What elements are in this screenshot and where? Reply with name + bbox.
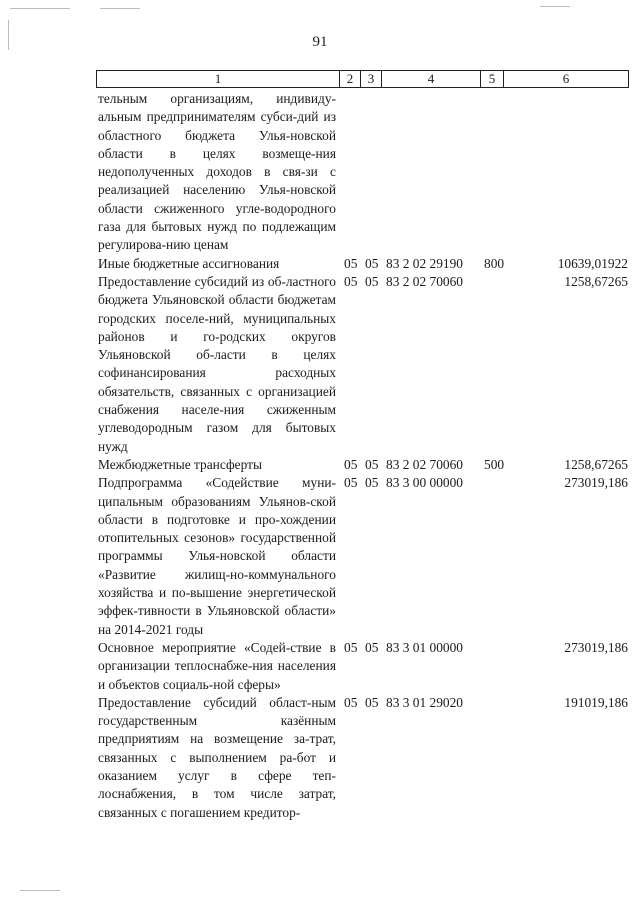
table-header — [96, 70, 629, 88]
row-amount: 1258,67265 — [564, 273, 628, 289]
scan-artifact — [100, 8, 140, 9]
row-section-code: 05 — [344, 255, 358, 271]
header-col-1: 1 — [97, 71, 340, 87]
row-amount: 1258,67265 — [564, 456, 628, 472]
row-expense-type: 500 — [484, 456, 505, 472]
table-row — [0, 474, 640, 639]
budget-table-body — [0, 90, 640, 822]
row-description: Иные бюджетные ассигнования — [98, 255, 280, 271]
row-target-code: 83 3 01 29020 — [386, 694, 463, 710]
row-target-code: 83 3 01 00000 — [386, 639, 463, 655]
row-amount: 273019,186 — [564, 475, 628, 491]
row-section-code: 05 — [344, 639, 358, 655]
table-row — [0, 273, 640, 456]
row-subsection-code: 05 — [365, 639, 379, 655]
scan-artifact — [540, 6, 570, 7]
row-description: тельным организациям, индивиду-альным предпринимателям субси-дий из областного бюджета Улья-новской области в целях возмеще-ния недополученных доходов в свя-зи с реализацией населению Улья-новской области сжиженного угле-водородного газа для бытовых нужд по подлежащим регулирова-нию ценам — [98, 91, 336, 253]
row-section-code: 05 — [344, 694, 358, 710]
row-description: Межбюджетные трансферты — [98, 456, 262, 472]
row-section-code: 05 — [344, 475, 358, 491]
table-row — [0, 694, 640, 822]
header-col-2: 2 — [340, 71, 361, 87]
row-section-code: 05 — [344, 456, 358, 472]
scan-artifact — [10, 8, 70, 9]
header-col-6: 6 — [562, 71, 570, 86]
row-subsection-code: 05 — [365, 694, 379, 710]
row-subsection-code: 05 — [365, 456, 379, 472]
scan-artifact — [8, 20, 9, 50]
row-amount: 191019,186 — [564, 694, 628, 710]
page-number: 91 — [312, 34, 328, 50]
row-amount: 10639,01922 — [557, 255, 628, 271]
row-target-code: 83 2 02 70060 — [386, 456, 463, 472]
row-description: Предоставление субсидий област-ным государственным казённым предприятиям на возмещение за-трат, связанных с выполнением ра-бот и оказанием услуг в сфере теп-лоснабжения, в том числе затрат, связанных с погашением кредитор- — [98, 694, 336, 820]
header-col-5: 5 — [481, 71, 504, 87]
table-row — [0, 456, 640, 474]
header-col-4: 4 — [382, 71, 481, 87]
row-description: Основное мероприятие «Содей-ствие в организации теплоснабже-ния населения и объектов социаль-ной сферы» — [98, 639, 336, 692]
row-subsection-code: 05 — [365, 273, 379, 289]
row-target-code: 83 3 00 00000 — [386, 475, 463, 491]
table-row — [0, 255, 640, 273]
row-subsection-code: 05 — [365, 475, 379, 491]
table-row — [0, 639, 640, 694]
table-row — [0, 90, 640, 255]
row-subsection-code: 05 — [365, 255, 379, 271]
header-col-3: 3 — [361, 71, 382, 87]
row-amount: 273019,186 — [564, 639, 628, 655]
row-target-code: 83 2 02 70060 — [386, 273, 463, 289]
scan-artifact — [20, 890, 60, 891]
row-description: Подпрограмма «Содействие муни-ципальным образованиям Ульянов-ской области в подготовке и про-хождении отопительных сезонов» государственной программы Улья-новской области «Развитие жилищ-но-коммунального хозяйства и по-вышение энергетической эффек-тивности в Ульяновской области» на 2014-2021 годы — [98, 475, 336, 637]
row-target-code: 83 2 02 29190 — [386, 255, 463, 271]
row-description: Предоставление субсидий из об-ластного бюджета Ульяновской области бюджетам городских поселе-ний, муниципальных районов и го-родских округов Ульяновской об-ласти в целях софинансирования расходных обязательств, связанных с организацией снабжения населе-ния сжиженным углеводородным газом для бытовых нужд — [98, 273, 336, 454]
row-expense-type: 800 — [484, 255, 505, 271]
row-section-code: 05 — [344, 273, 358, 289]
